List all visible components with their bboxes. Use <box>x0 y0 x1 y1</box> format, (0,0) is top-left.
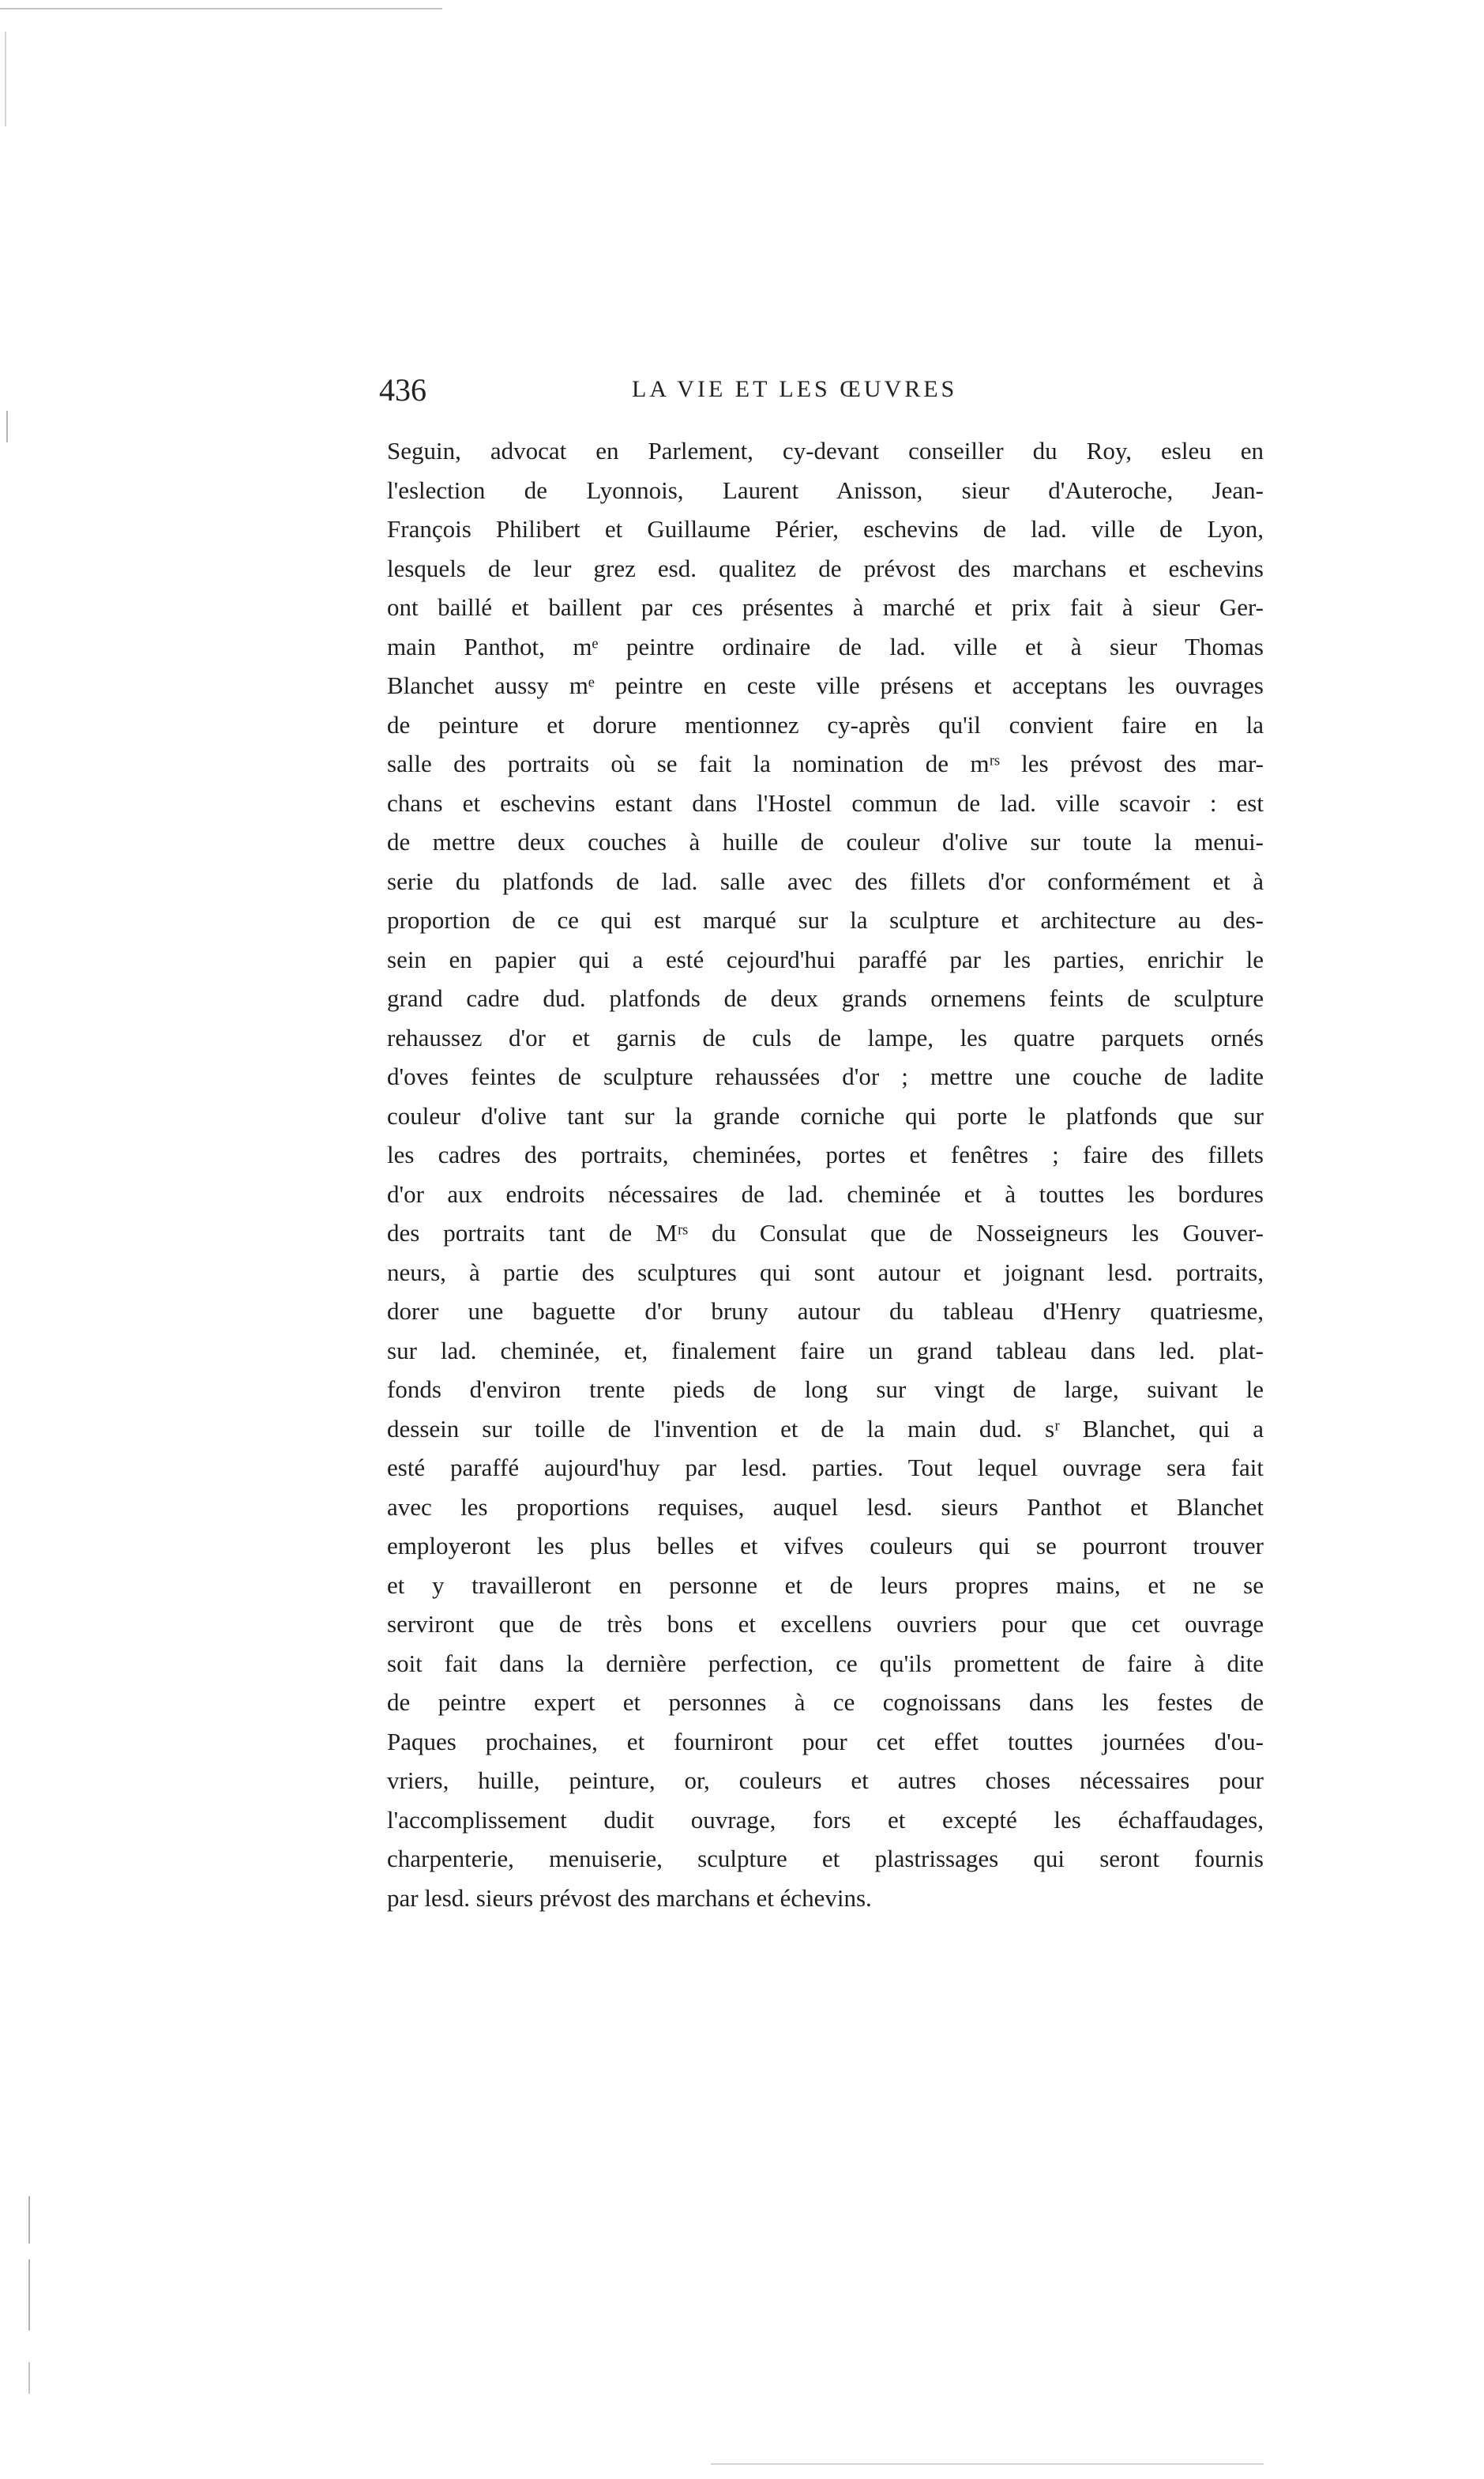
text-line: d'oves feintes de sculpture rehaussées d'or ; mettre une couche de ladite <box>387 1063 1264 1090</box>
text-line: par lesd. sieurs prévost des marchans et échevins. <box>387 1883 872 1912</box>
text-line: dessein sur toille de l'invention et de la main dud. sʳ Blanchet, qui a <box>387 1414 1264 1443</box>
text-line: ont baillé et baillent par ces présentes à marché et prix fait à sieur Ger- <box>387 593 1264 621</box>
text-line: sur lad. cheminée, et, finalement faire un grand tableau dans led. plat- <box>387 1336 1264 1364</box>
text-line: serie du platfonds de lad. salle avec des fillets d'or conformément et à <box>387 867 1264 895</box>
text-line: proportion de ce qui est marqué sur la sculpture et architecture au des- <box>387 906 1264 934</box>
text-line: François Philibert et Guillaume Périer, eschevins de lad. ville de Lyon, <box>387 515 1264 543</box>
text-line: avec les proportions requises, auquel lesd. sieurs Panthot et Blanchet <box>387 1492 1264 1521</box>
running-title: LA VIE ET LES ŒUVRES <box>632 376 958 402</box>
scan-mark <box>711 2463 1264 2465</box>
text-line: d'or aux endroits nécessaires de lad. cheminée et à touttes les bordures <box>387 1179 1264 1208</box>
text-line: et y travailleront en personne et de leurs propres mains, et ne se <box>387 1571 1264 1599</box>
text-line: de peinture et dorure mentionnez cy-après qu'il convient faire en la <box>387 710 1264 739</box>
scan-mark <box>6 411 8 442</box>
text-line: soit fait dans la dernière perfection, ce qu'ils promettent de faire à dite <box>387 1649 1264 1677</box>
text-line: de mettre deux couches à huille de couleur d'olive sur toute la menui- <box>387 828 1264 856</box>
text-line: Paques prochaines, et fourniront pour cet effet touttes journées d'ou- <box>387 1727 1264 1755</box>
text-line: des portraits tant de Mʳˢ du Consulat que de Nosseigneurs les Gouver- <box>387 1219 1264 1247</box>
page-number: 436 <box>379 372 426 408</box>
body-text <box>387 431 1264 1917</box>
text-line: les cadres des portraits, cheminées, portes et fenêtres ; faire des fillets <box>387 1141 1264 1168</box>
text-line: sein en papier qui a esté cejourd'hui paraffé par les parties, enrichir le <box>387 945 1264 973</box>
text-line: rehaussez d'or et garnis de culs de lampe, les quatre parquets ornés <box>387 1023 1264 1051</box>
text-line: esté paraffé aujourd'huy par lesd. parties. Tout lequel ouvrage sera fait <box>387 1454 1264 1481</box>
text-line: grand cadre dud. platfonds de deux grands ornemens feints de sculpture <box>387 984 1264 1012</box>
text-line: main Panthot, mᵉ peintre ordinaire de lad. ville et à sieur Thomas <box>387 632 1264 660</box>
scan-mark <box>28 2362 30 2394</box>
text-line: salle des portraits où se fait la nomination de mʳˢ les prévost des mar- <box>387 750 1264 777</box>
text-line: charpenterie, menuiserie, sculpture et plastrissages qui seront fournis <box>387 1845 1264 1872</box>
text-line: employeront les plus belles et vifves couleurs qui se pourront trouver <box>387 1532 1264 1559</box>
page-header <box>379 371 1264 419</box>
text-line: l'eslection de Lyonnois, Laurent Anisson, sieur d'Auteroche, Jean- <box>387 476 1264 504</box>
text-line: couleur d'olive tant sur la grande corniche qui porte le platfonds que sur <box>387 1101 1264 1130</box>
text-line: fonds d'environ trente pieds de long sur vingt de large, suivant le <box>387 1375 1264 1403</box>
text-line: chans et eschevins estant dans l'Hostel commun de lad. ville scavoir : est <box>387 788 1264 817</box>
text-line: dorer une baguette d'or bruny autour du tableau d'Henry quatriesme, <box>387 1297 1264 1325</box>
text-line: l'accomplissement dudit ouvrage, fors et excepté les échaffaudages, <box>387 1805 1264 1834</box>
text-line: neurs, à partie des sculptures qui sont autour et joignant lesd. portraits, <box>387 1258 1264 1286</box>
text-line: serviront que de très bons et excellens ouvriers pour que cet ouvrage <box>387 1610 1264 1638</box>
text-line: Blanchet aussy mᵉ peintre en ceste ville présens et acceptans les ouvrages <box>387 671 1264 699</box>
text-line: de peintre expert et personnes à ce cognoissans dans les festes de <box>387 1688 1264 1716</box>
scan-mark <box>5 32 6 126</box>
text-line: Seguin, advocat en Parlement, cy-devant conseiller du Roy, esleu en <box>387 437 1264 465</box>
text-line: vriers, huille, peinture, or, couleurs et autres choses nécessaires pour <box>387 1766 1264 1794</box>
text-line: lesquels de leur grez esd. qualitez de prévost des marchans et eschevins <box>387 554 1264 582</box>
scan-mark <box>0 8 442 9</box>
scan-mark <box>28 2259 30 2330</box>
scan-mark <box>28 2196 30 2244</box>
